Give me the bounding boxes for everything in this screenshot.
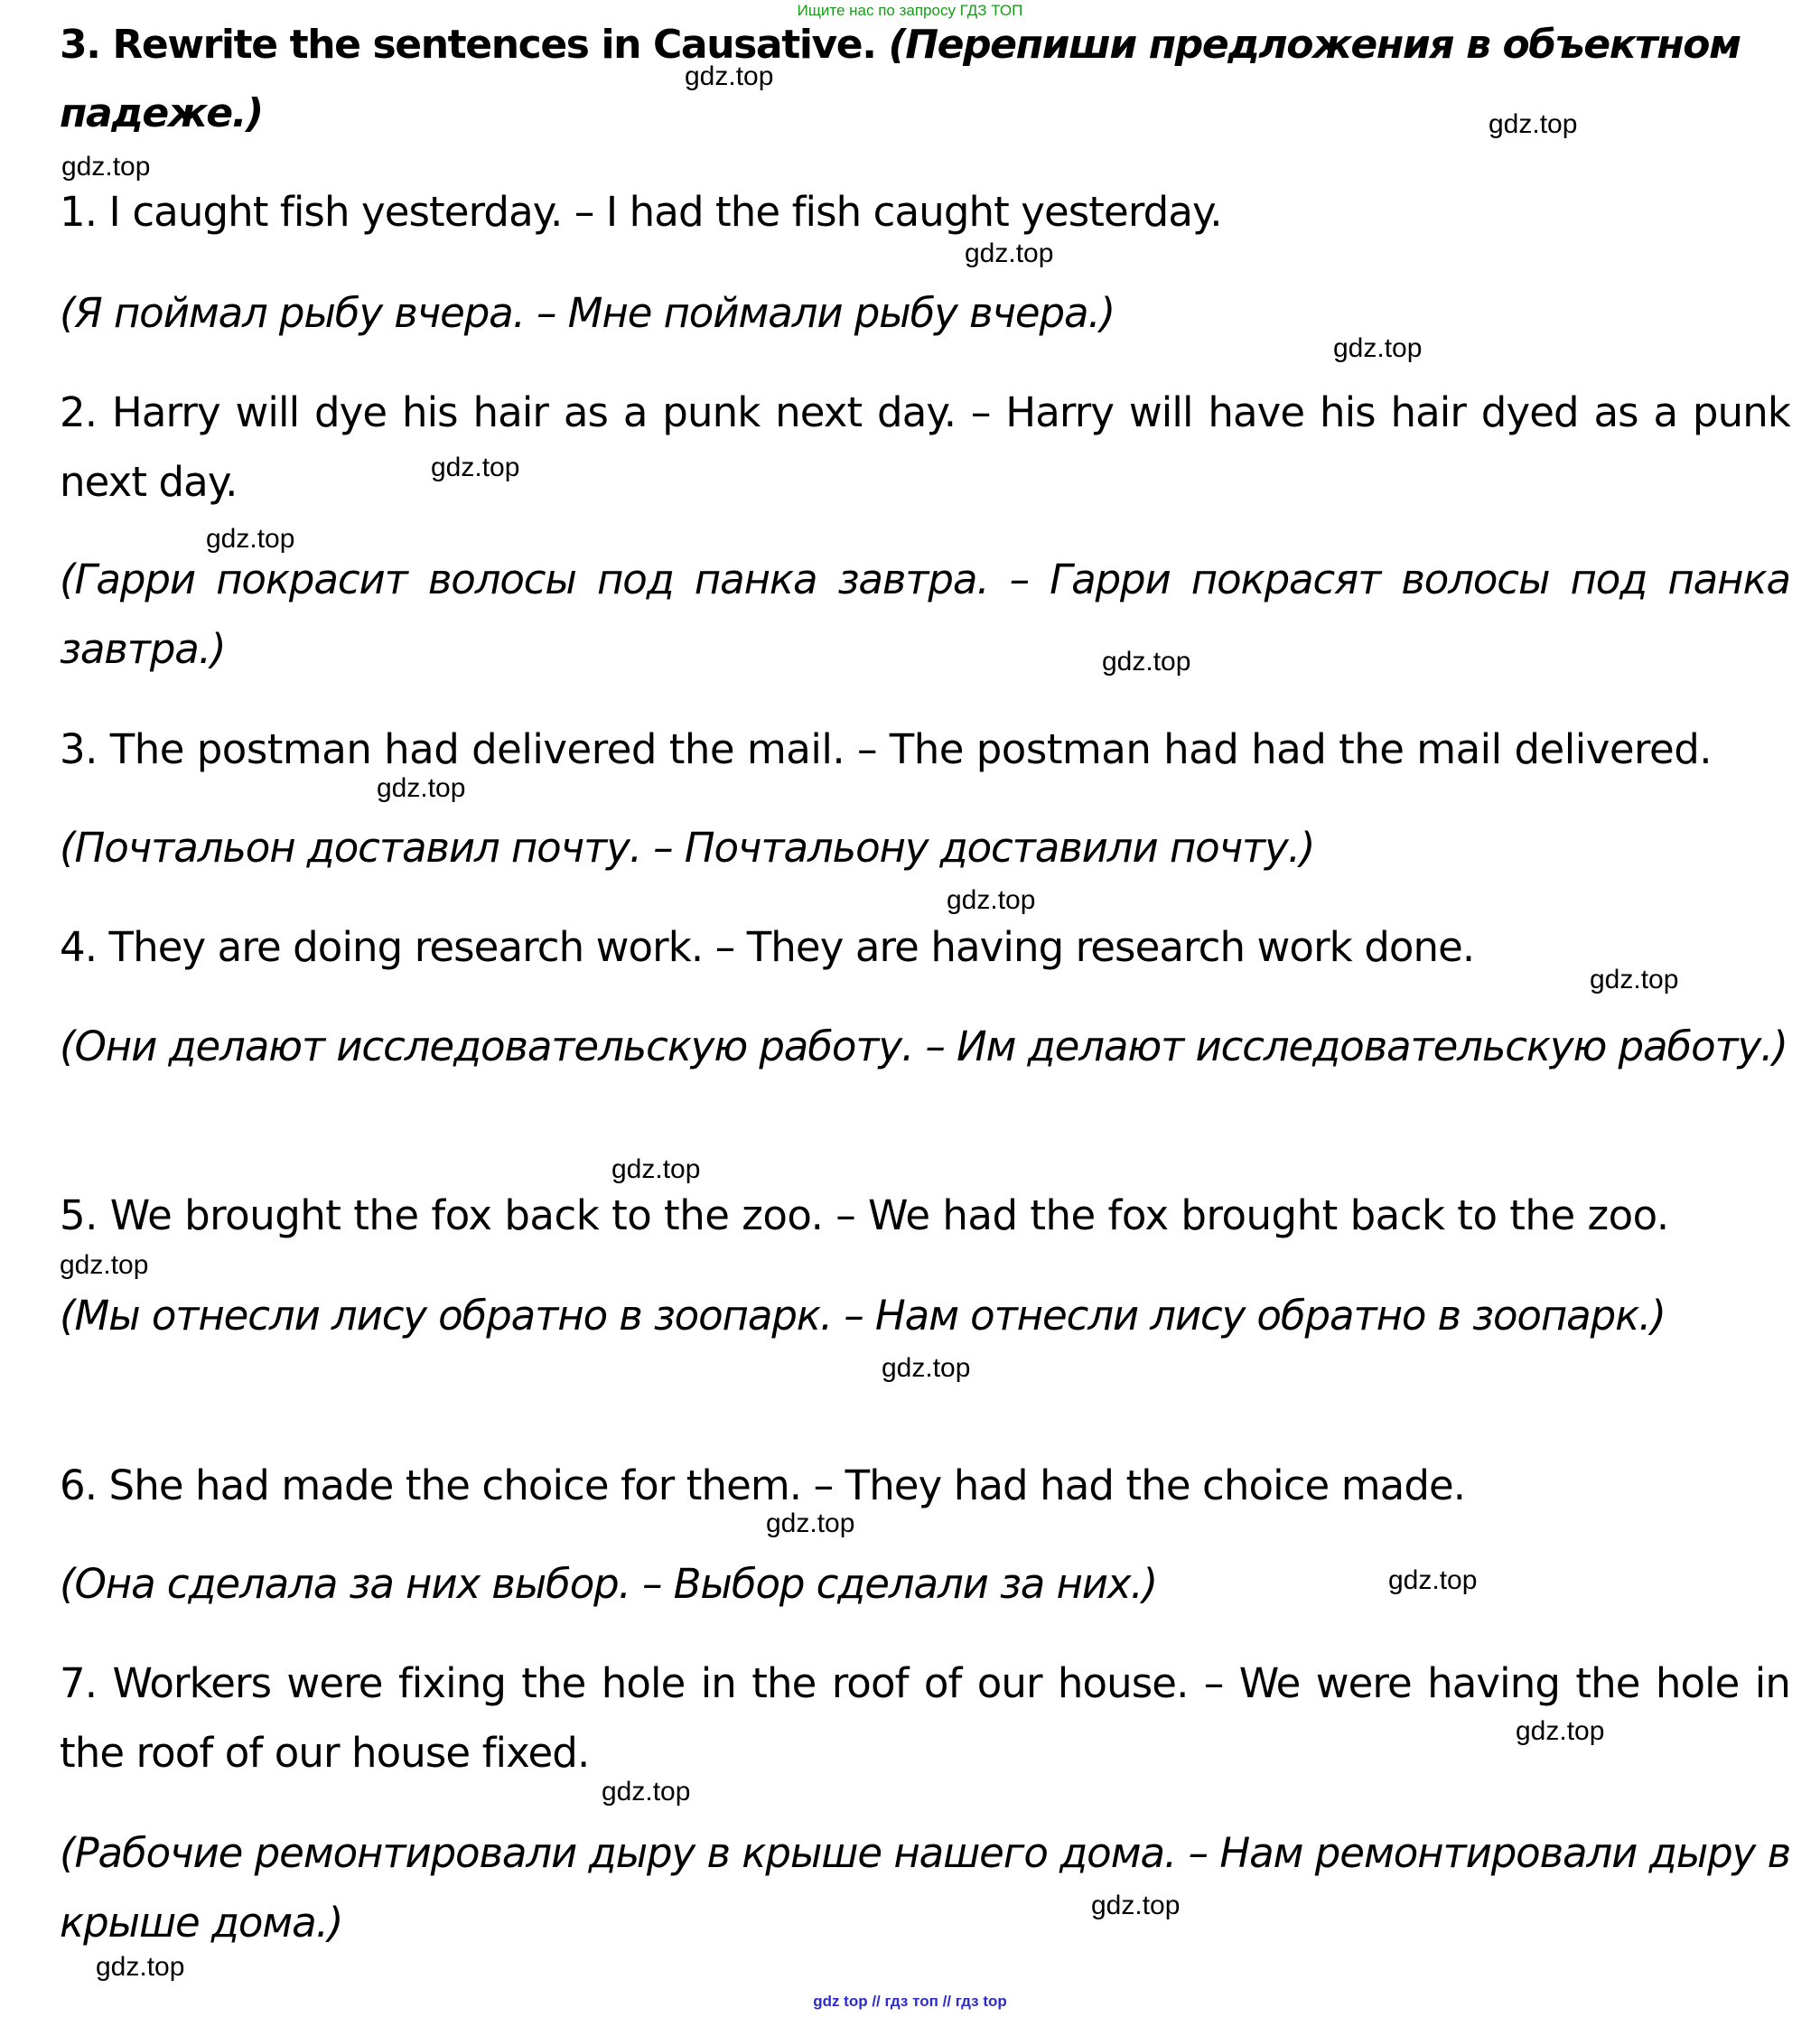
watermark: gdz.top [1091, 1891, 1181, 1920]
item-4-russian: (Они делают исследовательскую работу. – Им делают исследовательскую работу.) [60, 1023, 1787, 1070]
top-note: Ищите нас по запросу ГДЗ ТОП [797, 2, 1023, 19]
item-7-english: 7. Workers were fixing the hole in the roof of our house. – We were having the hole in the roof of our house fixed. [60, 1659, 1790, 1777]
item-4-english: 4. They are doing research work. – They are having research work done. [60, 923, 1475, 971]
watermark: gdz.top [766, 1508, 855, 1538]
item-1-english: 1. I caught fish yesterday. – I had the fish caught yesterday. [60, 188, 1222, 236]
watermark: gdz.top [206, 524, 295, 554]
watermark: gdz.top [611, 1154, 701, 1184]
footer-note: gdz top // гдз топ // гдз top [813, 1993, 1007, 2010]
item-5-russian: (Мы отнесли лису обратно в зоопарк. – Нам отнесли лису обратно в зоопарк.) [60, 1292, 1666, 1340]
watermark: gdz.top [431, 453, 520, 482]
watermark: gdz.top [61, 152, 151, 182]
watermark: gdz.top [685, 61, 774, 91]
item-5-english: 5. We brought the fox back to the zoo. – We had the fox brought back to the zoo. [60, 1191, 1669, 1239]
watermark: gdz.top [377, 773, 466, 803]
item-3-russian: (Почтальон доставил почту. – Почтальону доставили почту.) [60, 824, 1315, 872]
watermark: gdz.top [1590, 965, 1679, 994]
item-7-russian: (Рабочие ремонтировали дыру в крыше нашего дома. – Нам ремонтировали дыру в крыше дома.) [60, 1829, 1790, 1947]
item-2-english: 2. Harry will dye his hair as a punk next day. – Harry will have his hair dyed as a punk next day. [60, 388, 1790, 506]
watermark: gdz.top [882, 1353, 971, 1383]
item-6-english: 6. She had made the choice for them. – They had had the choice made. [60, 1461, 1466, 1509]
watermark: gdz.top [96, 1952, 185, 1982]
watermark: gdz.top [965, 238, 1054, 268]
watermark: gdz.top [602, 1777, 691, 1807]
item-1-russian: (Я поймал рыбу вчера. – Мне поймали рыбу вчера.) [60, 289, 1115, 337]
watermark: gdz.top [1102, 647, 1191, 677]
watermark: gdz.top [1388, 1565, 1478, 1595]
watermark: gdz.top [947, 885, 1036, 915]
item-2-russian: (Гарри покрасит волосы под панка завтра. – Гарри покрасят волосы под панка завтра.) [60, 556, 1790, 673]
watermark: gdz.top [1489, 109, 1578, 139]
heading-russian: (Перепиши предложения в объектном падеже.) [60, 22, 1741, 136]
watermark: gdz.top [1333, 333, 1423, 363]
item-6-russian: (Она сделала за них выбор. – Выбор сделали за них.) [60, 1560, 1158, 1608]
heading-english: 3. Rewrite the sentences in Causative. [60, 22, 876, 68]
item-3-english: 3. The postman had delivered the mail. – The postman had had the mail delivered. [60, 725, 1713, 773]
watermark: gdz.top [60, 1250, 149, 1280]
watermark: gdz.top [1516, 1716, 1605, 1746]
